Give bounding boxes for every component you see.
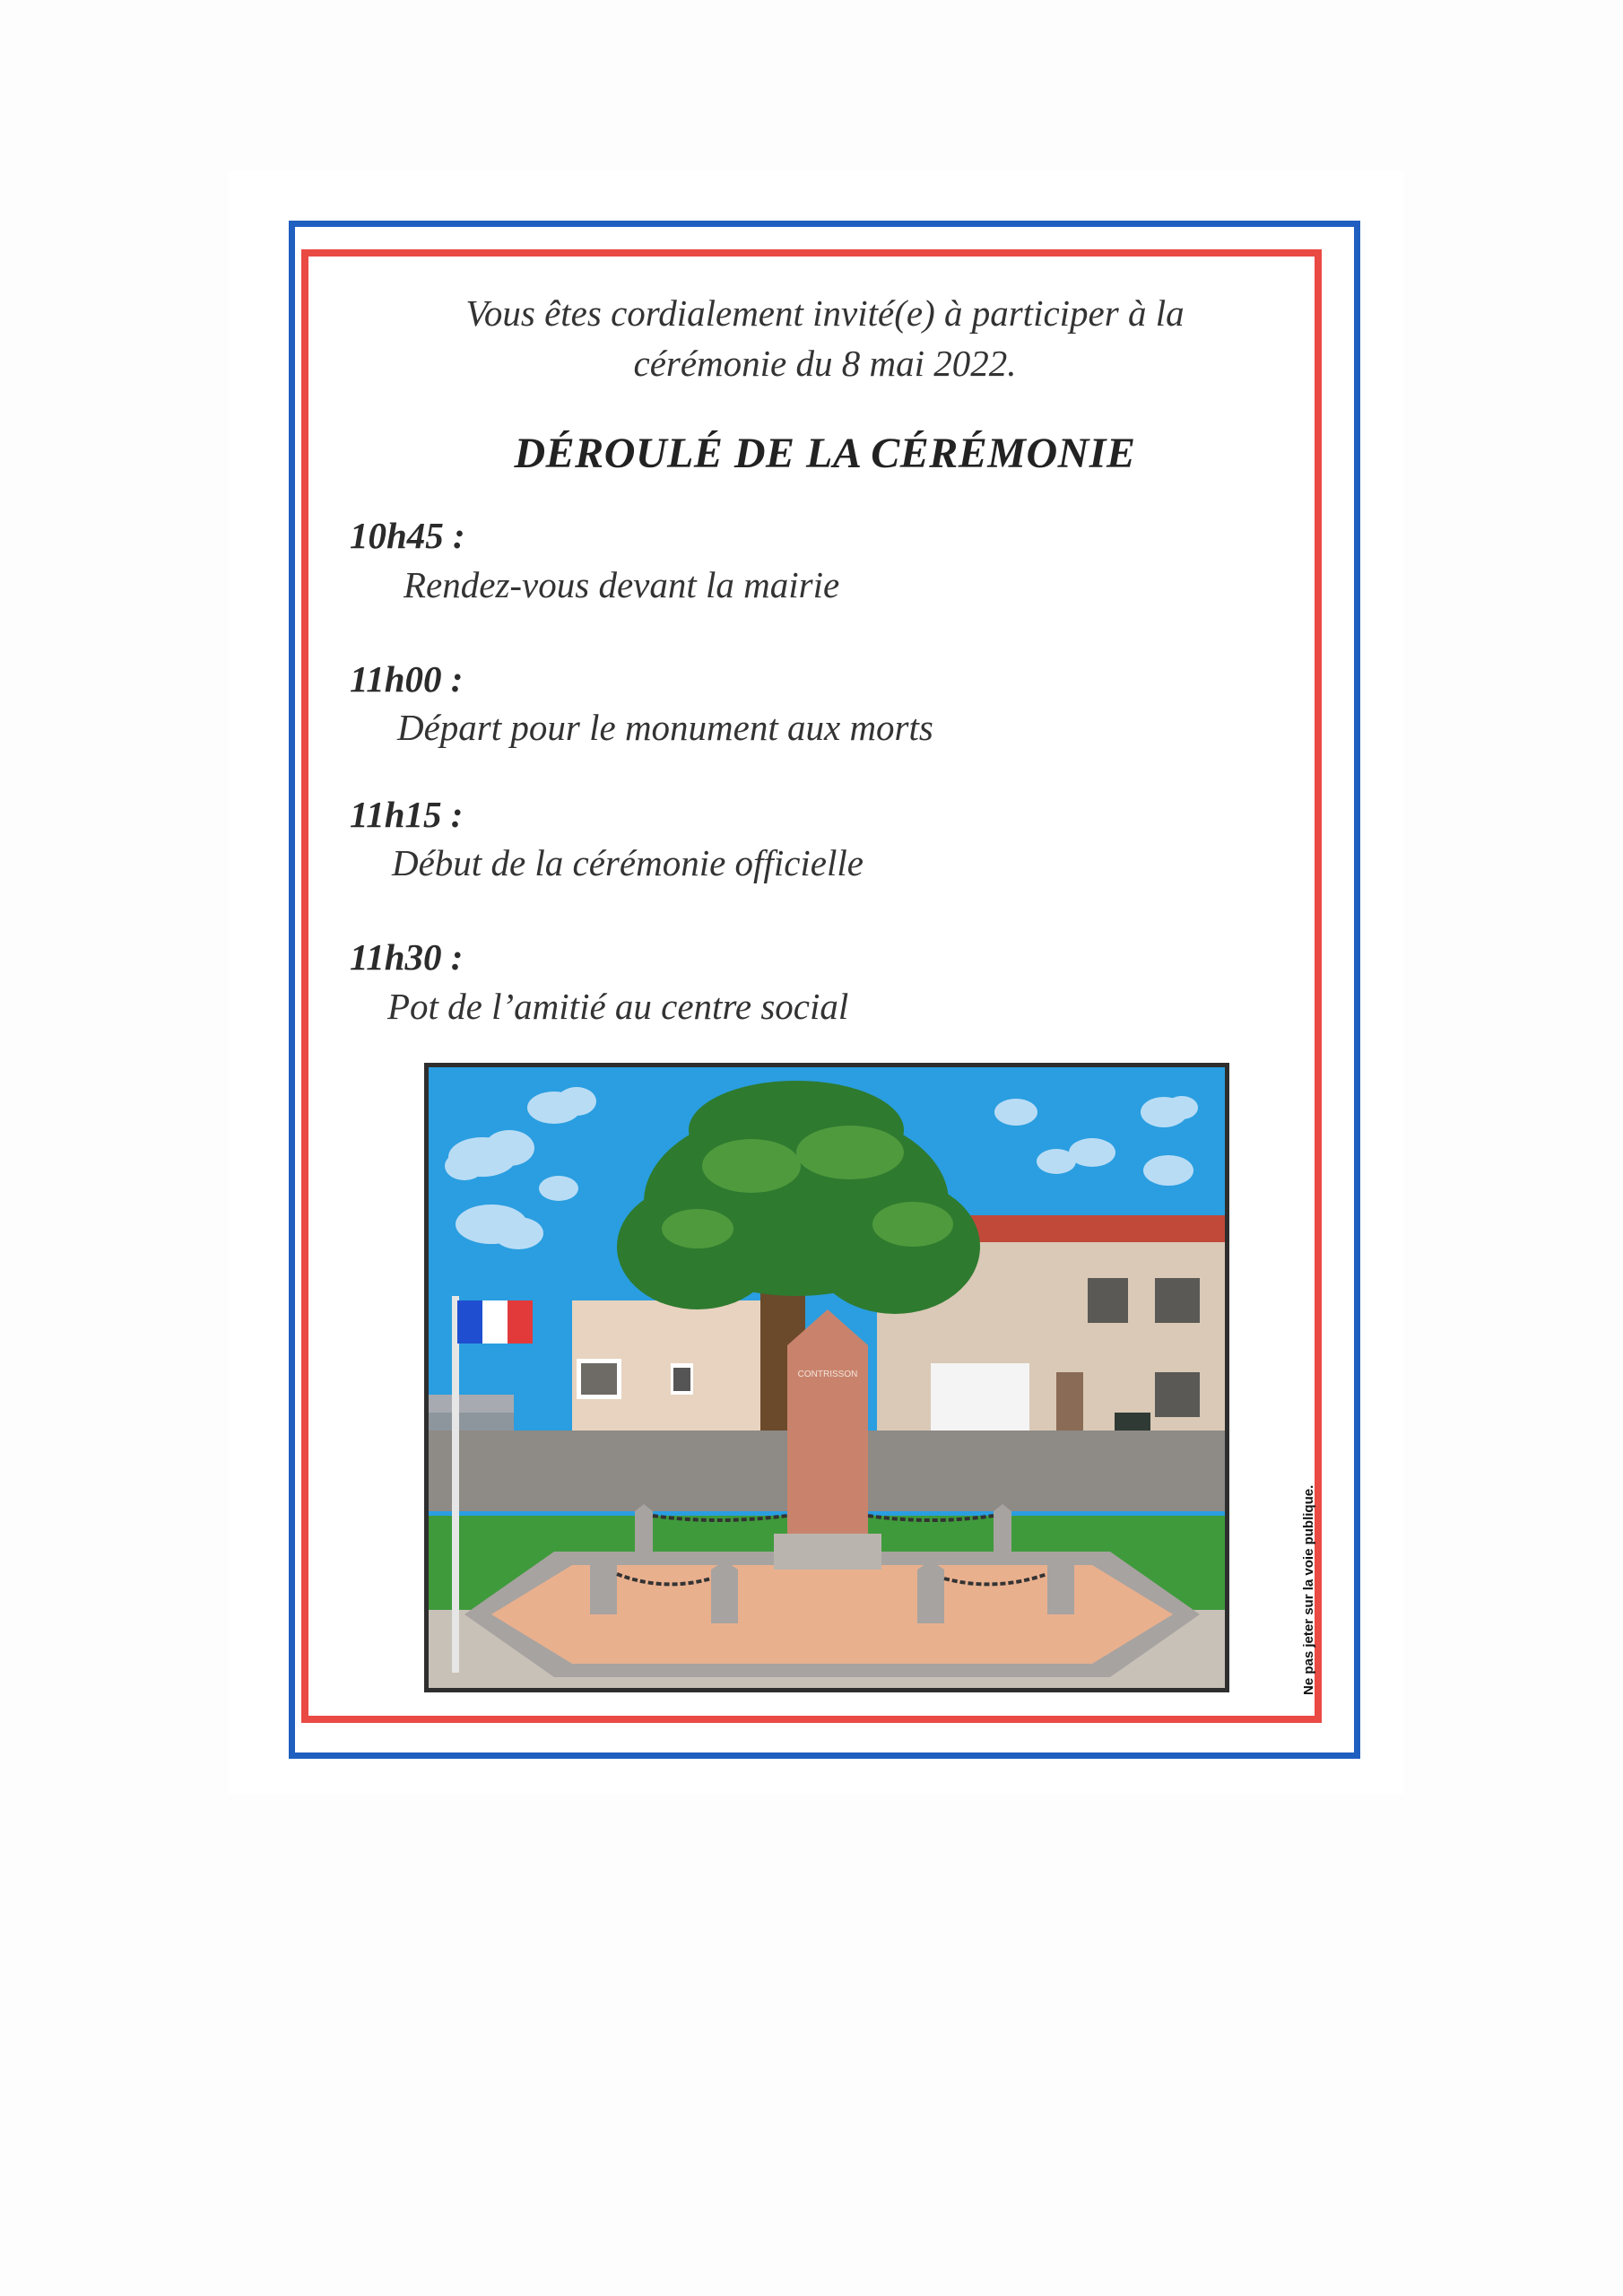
schedule-activity-3: Début de la cérémonie officielle — [392, 842, 864, 883]
do-not-litter-note: Ne pas jeter sur la voie publique. — [1301, 1484, 1316, 1695]
schedule-time-1: 10h45 : — [350, 515, 465, 556]
schedule-activity-4: Pot de l’amitié au centre social — [387, 986, 849, 1027]
schedule-time-3: 11h15 : — [350, 794, 464, 835]
invitation-line-1: Vous êtes cordialement invité(e) à participer à la — [465, 292, 1185, 334]
schedule-time-2: 11h00 : — [350, 658, 464, 700]
program-heading: DÉROULÉ DE LA CÉRÉMONIE — [514, 430, 1136, 477]
war-memorial-illustration — [424, 1063, 1229, 1692]
monument-inscription: CONTRISSON — [797, 1370, 858, 1379]
schedule-time-4: 11h30 : — [350, 936, 464, 978]
schedule-activity-2: Départ pour le monument aux morts — [397, 707, 933, 748]
invitation-line-2: cérémonie du 8 mai 2022. — [633, 343, 1017, 384]
schedule-activity-1: Rendez-vous devant la mairie — [404, 564, 840, 605]
